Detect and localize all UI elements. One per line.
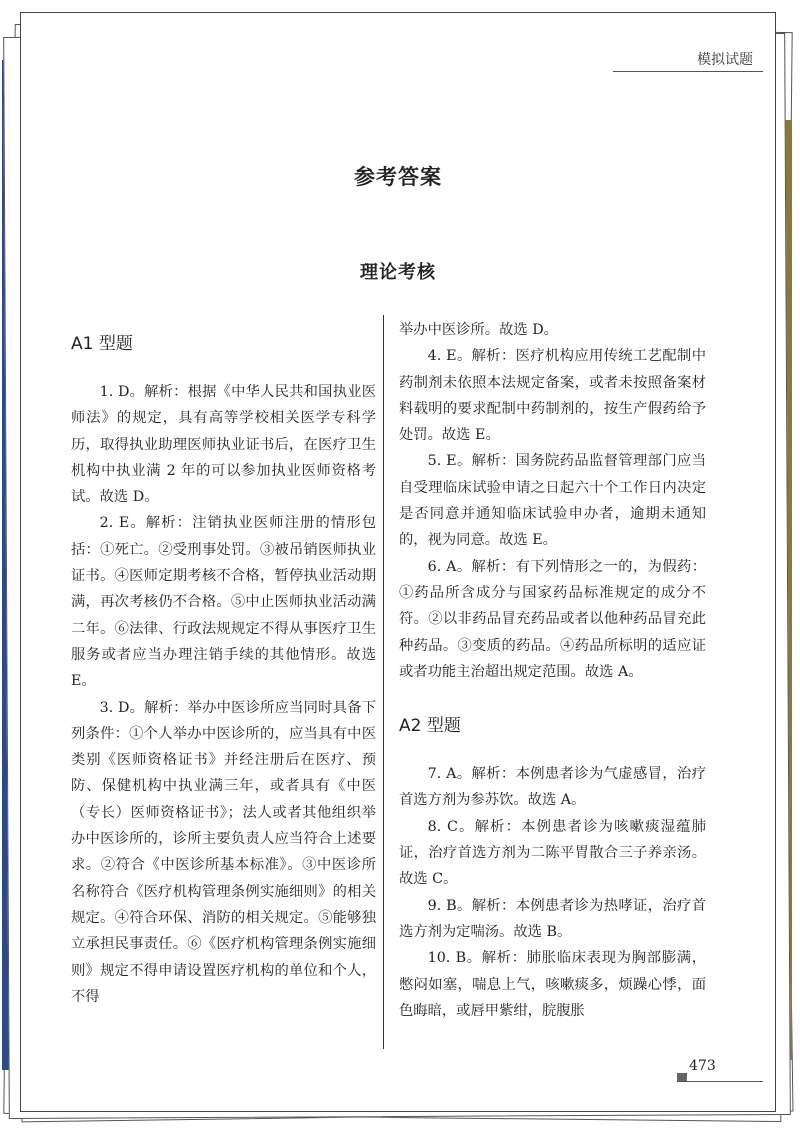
- section-heading-a2: A2 型题: [399, 716, 461, 737]
- answer-8: 8. C。解析：本例患者诊为咳嗽痰湿蕴肺证，治疗首选方剂为二陈平胃散合三子养亲汤。故选 C。: [399, 818, 706, 888]
- answer-10: 10. B。解析：肺胀临床表现为胸部膨满，憋闷如塞，喘息上气，咳嗽痰多，烦躁心悸，面色晦暗，或唇甲紫绀，脘腹胀: [399, 950, 706, 1019]
- header-rule: [613, 71, 763, 72]
- page-title: 参考答案: [354, 165, 442, 189]
- answer-6: 6. A。解析：有下列情形之一的，为假药：①药品所含成分与国家药品标准规定的成分不符。②以非药品冒充药品或者以他种药品冒充此种药品。③变质的药品。④药品所标明的适应证或者功能主治超出规定范围。故选 A。: [399, 558, 706, 680]
- answer-3: 3. D。解析：举办中医诊所应当同时具备下列条件：①个人举办中医诊所的，应当具有中医类别《医师资格证书》并经注册后在医疗、预防、保健机构中执业满三年，或者具有《中医（专长）医师资格证书》；法人或者其他组织举办中医诊所的，诊所主要负责人应当符合上述要求。②符合《中医诊所基本标准》。③中医诊所名称符合《医疗机构管理条例实施细则》的相关规定。④符合环保、消防的相关规定。⑤能够独立承担民事责任。⑥《医疗机构管理条例实施细则》规定不得申请设置医疗机构的单位和个人，不得: [71, 699, 376, 1005]
- running-title: 模拟试题: [697, 52, 753, 68]
- answer-1: 1. D。解析：根据《中华人民共和国执业医师法》的规定，具有高等学校相关医学专科学历，取得执业助理医师执业证书后，在医疗卫生机构中执业满 2 年的可以参加执业医师资格考试。故选 D。: [71, 384, 376, 506]
- answer-3-continuation: 举办中医诊所。故选 D。: [399, 322, 558, 338]
- answer-7: 7. A。解析：本例患者诊为气虚感冒，治疗首选方剂为参苏饮。故选 A。: [399, 766, 706, 809]
- page-number-marker: [677, 1073, 687, 1081]
- section-title: 理论考核: [360, 262, 436, 283]
- right-column: [399, 317, 706, 1024]
- section-heading-a1: A1 型题: [71, 334, 133, 354]
- answer-2: 2. E。解析：注销执业医师注册的情形包括：①死亡。②受刑事处罚。③被吊销医师执业证书。④医师定期考核不合格，暂停执业活动期满，再次考核仍不合格。⑤中止医师执业活动满二年。⑥法律、行政法规规定不得从事医疗卫生服务或者应当办理注销手续的其他情形。故选 E。: [71, 515, 376, 690]
- footer-rule: [677, 1081, 763, 1082]
- page-number: 473: [689, 1058, 716, 1074]
- left-column: [71, 331, 376, 1010]
- answer-5: 5. E。解析：国务院药品监督管理部门应当自受理临床试验申请之日起六十个工作日内决定是否同意并通知临床试验申办者，逾期未通知的，视为同意。故选 E。: [399, 453, 706, 549]
- answer-4: 4. E。解析：医疗机构应用传统工艺配制中药制剂未依照本法规定备案，或者未按照备案材料载明的要求配制中药制剂的，按生产假药给予处罚。故选 E。: [399, 348, 706, 444]
- column-divider: [383, 315, 384, 1049]
- book-page: [20, 12, 776, 1112]
- answer-9: 9. B。解析：本例患者诊为热哮证，治疗首选方剂为定喘汤。故选 B。: [399, 897, 706, 940]
